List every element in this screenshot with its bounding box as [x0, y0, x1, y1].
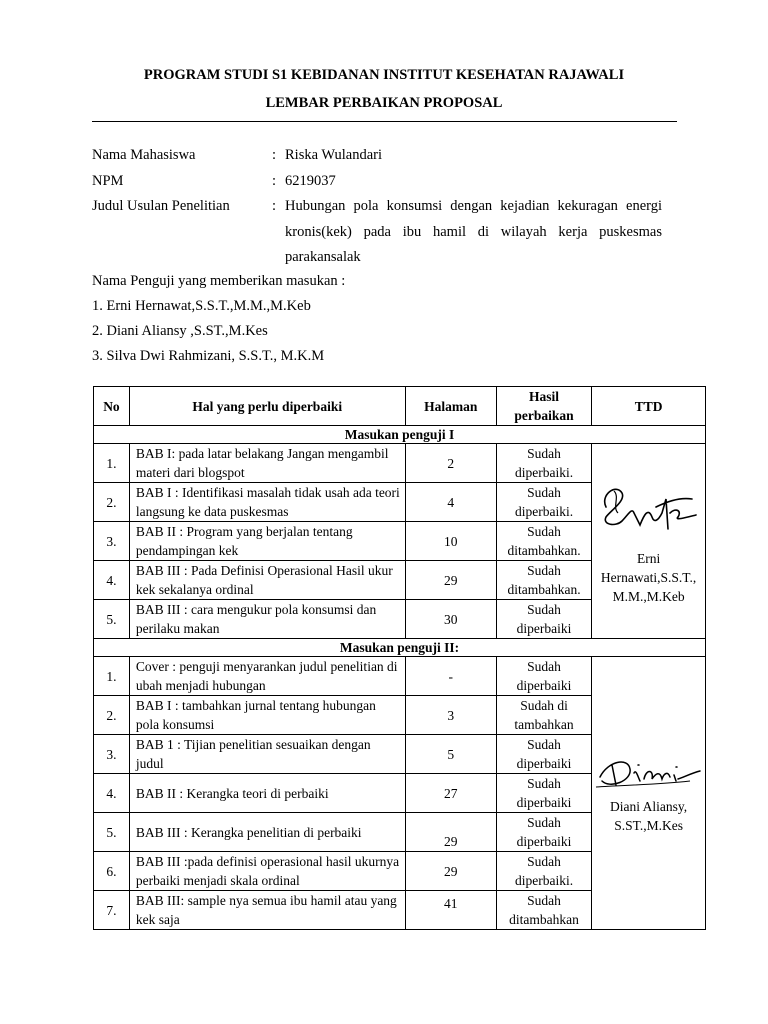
row-result: Sudah diperbaiki.: [496, 483, 591, 522]
npm-value: 6219037: [285, 173, 336, 189]
section-row: [94, 639, 706, 657]
row-result: Sudah diperbaiki: [496, 657, 591, 696]
npm-label: NPM: [92, 173, 124, 189]
row-item: Cover : penguji menyarankan judul penelitian di ubah menjadi hubungan: [129, 657, 405, 696]
row-number: 2.: [94, 483, 130, 522]
row-page: 2: [405, 444, 496, 483]
row-result: Sudah diperbaiki.: [496, 444, 591, 483]
row-page: 29: [405, 813, 496, 852]
table-row: [94, 444, 706, 483]
row-page: 4: [405, 483, 496, 522]
student-name-value: Riska Wulandari: [285, 147, 383, 163]
col-header-result: Hasil perbaikan: [496, 387, 591, 426]
row-result: Sudah diperbaiki: [496, 600, 591, 639]
row-result: Sudah diperbaiki: [496, 735, 591, 774]
section-row: [94, 426, 706, 444]
signer-name: Diani Aliansy, S.ST.,M.Kes: [610, 799, 688, 833]
row-number: 4.: [94, 774, 130, 813]
title-divider: [92, 121, 677, 122]
table-header-row: [94, 387, 706, 426]
row-number: 3.: [94, 522, 130, 561]
col-header-signature: TTD: [592, 387, 706, 426]
row-page: 29: [405, 561, 496, 600]
signature-image: [594, 751, 704, 797]
colon: :: [272, 198, 277, 214]
row-result: Sudah diperbaiki: [496, 813, 591, 852]
revision-table: [93, 386, 706, 930]
row-number: 5.: [94, 813, 130, 852]
row-result: Sudah ditambahkan.: [496, 522, 591, 561]
signature-cell: [592, 444, 706, 639]
row-number: 7.: [94, 891, 130, 930]
examiner-item: 2. Diani Aliansy ,S.ST.,M.Kes: [92, 323, 268, 339]
student-name-label: Nama Mahasiswa: [92, 147, 196, 163]
row-item: BAB III : Pada Definisi Operasional Hasil ukur kek sekalanya ordinal: [129, 561, 405, 600]
row-page: 27: [405, 774, 496, 813]
row-page: 10: [405, 522, 496, 561]
row-page: 30: [405, 600, 496, 639]
row-result: Sudah ditambahkan: [496, 891, 591, 930]
row-item: BAB III : Kerangka penelitian di perbaiki: [129, 813, 405, 852]
document-subtitle: LEMBAR PERBAIKAN PROPOSAL: [265, 95, 503, 111]
document-title: PROGRAM STUDI S1 KEBIDANAN INSTITUT KESEHATAN RAJAWALI: [143, 67, 625, 83]
section-title: Masukan penguji II:: [94, 639, 706, 657]
examiners-heading: Nama Penguji yang memberikan masukan :: [92, 273, 346, 289]
row-item: BAB I : tambahkan jurnal tentang hubungan pola konsumsi: [129, 696, 405, 735]
col-header-page: Halaman: [405, 387, 496, 426]
row-item: BAB I : Identifikasi masalah tidak usah ada teori langsung ke data puskesmas: [129, 483, 405, 522]
table-row: [94, 657, 706, 696]
row-page: 41: [405, 891, 496, 930]
row-item: BAB III : cara mengukur pola konsumsi dan perilaku makan: [129, 600, 405, 639]
research-title-label: Judul Usulan Penelitian: [92, 198, 230, 214]
row-number: 1.: [94, 657, 130, 696]
row-item: BAB 1 : Tijian penelitian sesuaikan dengan judul: [129, 735, 405, 774]
row-item: BAB I: pada latar belakang Jangan mengambil materi dari blogspot: [129, 444, 405, 483]
row-number: 2.: [94, 696, 130, 735]
row-item: BAB III :pada definisi operasional hasil ukurnya perbaiki menjadi skala ordinal: [129, 852, 405, 891]
row-item: BAB II : Program yang berjalan tentang pendampingan kek: [129, 522, 405, 561]
colon: :: [272, 147, 277, 163]
section-title: Masukan penguji I: [94, 426, 706, 444]
row-number: 5.: [94, 600, 130, 639]
signature-cell: [592, 657, 706, 930]
signer-name: Erni Hernawati,S.S.T., M.M.,M.Keb: [600, 550, 697, 604]
row-page: 29: [405, 852, 496, 891]
colon: :: [272, 173, 277, 189]
examiner-item: 1. Erni Hernawat,S.S.T.,M.M.,M.Keb: [92, 298, 311, 314]
row-page: -: [405, 657, 496, 696]
row-number: 4.: [94, 561, 130, 600]
signature-image: [596, 477, 702, 549]
row-page: 3: [405, 696, 496, 735]
research-title-value: Hubungan pola konsumsi dengan kejadian kekuragan energi kronis(kek) pada ibu hamil di wilayah kerja puskesmas parakansalak: [285, 198, 662, 265]
row-number: 3.: [94, 735, 130, 774]
row-item: BAB II : Kerangka teori di perbaiki: [129, 774, 405, 813]
row-result: Sudah diperbaiki.: [496, 852, 591, 891]
examiner-item: 3. Silva Dwi Rahmizani, S.S.T., M.K.M: [92, 348, 325, 364]
row-number: 1.: [94, 444, 130, 483]
row-result: Sudah di tambahkan: [496, 696, 591, 735]
row-result: Sudah diperbaiki: [496, 774, 591, 813]
row-number: 6.: [94, 852, 130, 891]
col-header-no: No: [94, 387, 130, 426]
col-header-item: Hal yang perlu diperbaiki: [129, 387, 405, 426]
row-page: 5: [405, 735, 496, 774]
row-result: Sudah ditambahkan.: [496, 561, 591, 600]
row-item: BAB III: sample nya semua ibu hamil atau yang kek saja: [129, 891, 405, 930]
